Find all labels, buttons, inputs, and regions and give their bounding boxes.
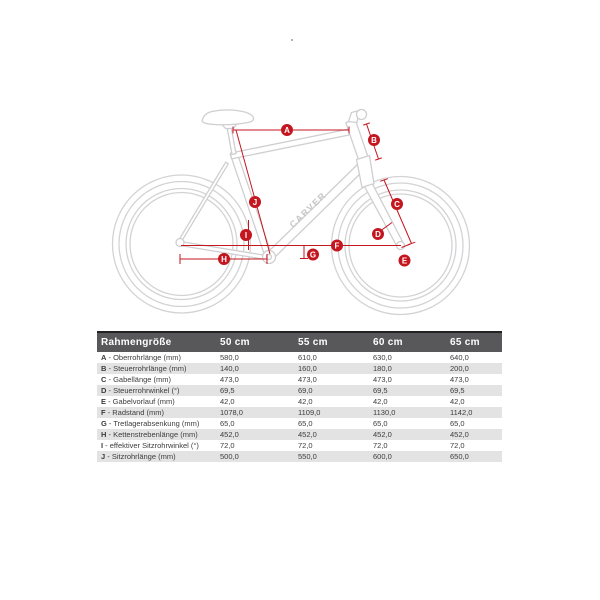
row-value: 65,0 — [450, 419, 465, 428]
svg-text:F: F — [334, 241, 340, 251]
row-label: J - Sitzrohrlänge (mm) — [101, 452, 176, 461]
measure-bb-drop-G — [300, 246, 308, 259]
handlebar-grip — [357, 110, 367, 120]
row-label: A - Oberrohrlänge (mm) — [101, 353, 182, 362]
marker-f — [331, 240, 343, 252]
row-value: 72,0 — [220, 441, 235, 450]
table-row-h — [97, 429, 502, 440]
saddle-shell — [202, 110, 254, 125]
row-value: 1109,0 — [298, 408, 321, 417]
row-value: 452,0 — [373, 430, 392, 439]
row-value: 640,0 — [450, 353, 469, 362]
marker-g — [307, 249, 319, 261]
row-value: 42,0 — [450, 397, 465, 406]
header-size-65: 65 cm — [450, 337, 480, 348]
svg-text:A: A — [284, 125, 290, 135]
row-value: 69,0 — [298, 386, 313, 395]
row-value: 65,0 — [298, 419, 313, 428]
row-value: 650,0 — [450, 452, 469, 461]
svg-text:G: G — [309, 250, 317, 260]
header-size-50: 50 cm — [220, 337, 250, 348]
row-value: 473,0 — [220, 375, 239, 384]
row-value: 69,5 — [450, 386, 465, 395]
row-label: E - Gabelvorlauf (mm) — [101, 397, 175, 406]
row-value: 69,5 — [220, 386, 235, 395]
table-row-b — [97, 363, 502, 374]
row-label: B - Steuerrohrlänge (mm) — [101, 364, 187, 373]
seat-stay — [179, 162, 229, 242]
row-value: 600,0 — [373, 452, 392, 461]
row-value: 160,0 — [298, 364, 317, 373]
fork-crown — [357, 156, 375, 188]
svg-text:H: H — [221, 254, 227, 264]
row-label: D - Steuerrohrwinkel (°) — [101, 386, 180, 395]
row-label: I - effektiver Sitzrohrwinkel (°) — [101, 441, 199, 450]
row-label: F - Radstand (mm) — [101, 408, 164, 417]
marker-i — [240, 229, 252, 241]
svg-text:E: E — [401, 256, 408, 266]
row-value: 42,0 — [298, 397, 313, 406]
row-value: 72,0 — [373, 441, 388, 450]
saddle — [202, 110, 254, 129]
table-row-i — [97, 440, 502, 451]
row-value: 452,0 — [450, 430, 469, 439]
row-value: 1130,0 — [373, 408, 396, 417]
header-frame-size: Rahmengröße — [101, 337, 172, 348]
marker-c — [391, 198, 403, 210]
row-value: 65,0 — [220, 419, 235, 428]
table-row-g — [97, 418, 502, 429]
table-row-d — [97, 385, 502, 396]
row-value: 473,0 — [298, 375, 317, 384]
row-label: H - Kettenstrebenlänge (mm) — [101, 430, 198, 439]
row-value: 550,0 — [298, 452, 317, 461]
row-value: 500,0 — [220, 452, 239, 461]
row-value: 473,0 — [450, 375, 469, 384]
brand-label: CARVER — [287, 189, 329, 230]
row-value: 580,0 — [220, 353, 239, 362]
row-label: C - Gabellänge (mm) — [101, 375, 172, 384]
row-value: 65,0 — [373, 419, 388, 428]
geometry-table-body — [97, 352, 502, 462]
row-label: G - Tretlagerabsenkung (mm) — [101, 419, 200, 428]
svg-text:B: B — [371, 135, 377, 145]
row-value: 180,0 — [373, 364, 392, 373]
marker-d — [372, 228, 384, 240]
down-tube — [267, 163, 365, 259]
row-value: 42,0 — [373, 397, 388, 406]
marker-e — [399, 255, 411, 267]
svg-text:J: J — [252, 197, 258, 207]
row-value: 72,0 — [450, 441, 465, 450]
table-row-j — [97, 451, 502, 462]
row-value: 72,0 — [298, 441, 313, 450]
cockpit — [349, 110, 367, 123]
row-value: 1142,0 — [450, 408, 473, 417]
row-value: 452,0 — [298, 430, 317, 439]
svg-text:I: I — [244, 230, 248, 240]
marker-a — [281, 124, 293, 136]
row-value: 42,0 — [220, 397, 235, 406]
row-value: 630,0 — [373, 353, 392, 362]
table-row-c — [97, 374, 502, 385]
marker-b — [368, 134, 380, 146]
row-value: 69,5 — [373, 386, 388, 395]
row-value: 140,0 — [220, 364, 239, 373]
table-row-a — [97, 352, 502, 363]
geometry-table-header — [97, 333, 502, 352]
svg-text:D: D — [375, 229, 381, 239]
table-row-f — [97, 407, 502, 418]
marker-h — [218, 253, 230, 265]
row-value: 610,0 — [298, 353, 317, 362]
row-value: 452,0 — [220, 430, 239, 439]
row-value: 1078,0 — [220, 408, 243, 417]
row-value: 473,0 — [373, 375, 392, 384]
marker-j — [249, 196, 261, 208]
header-size-60: 60 cm — [373, 337, 403, 348]
row-value: 200,0 — [450, 364, 469, 373]
svg-text:C: C — [394, 199, 400, 209]
geometry-table — [97, 331, 502, 462]
table-row-e — [97, 396, 502, 407]
header-size-55: 55 cm — [298, 337, 328, 348]
